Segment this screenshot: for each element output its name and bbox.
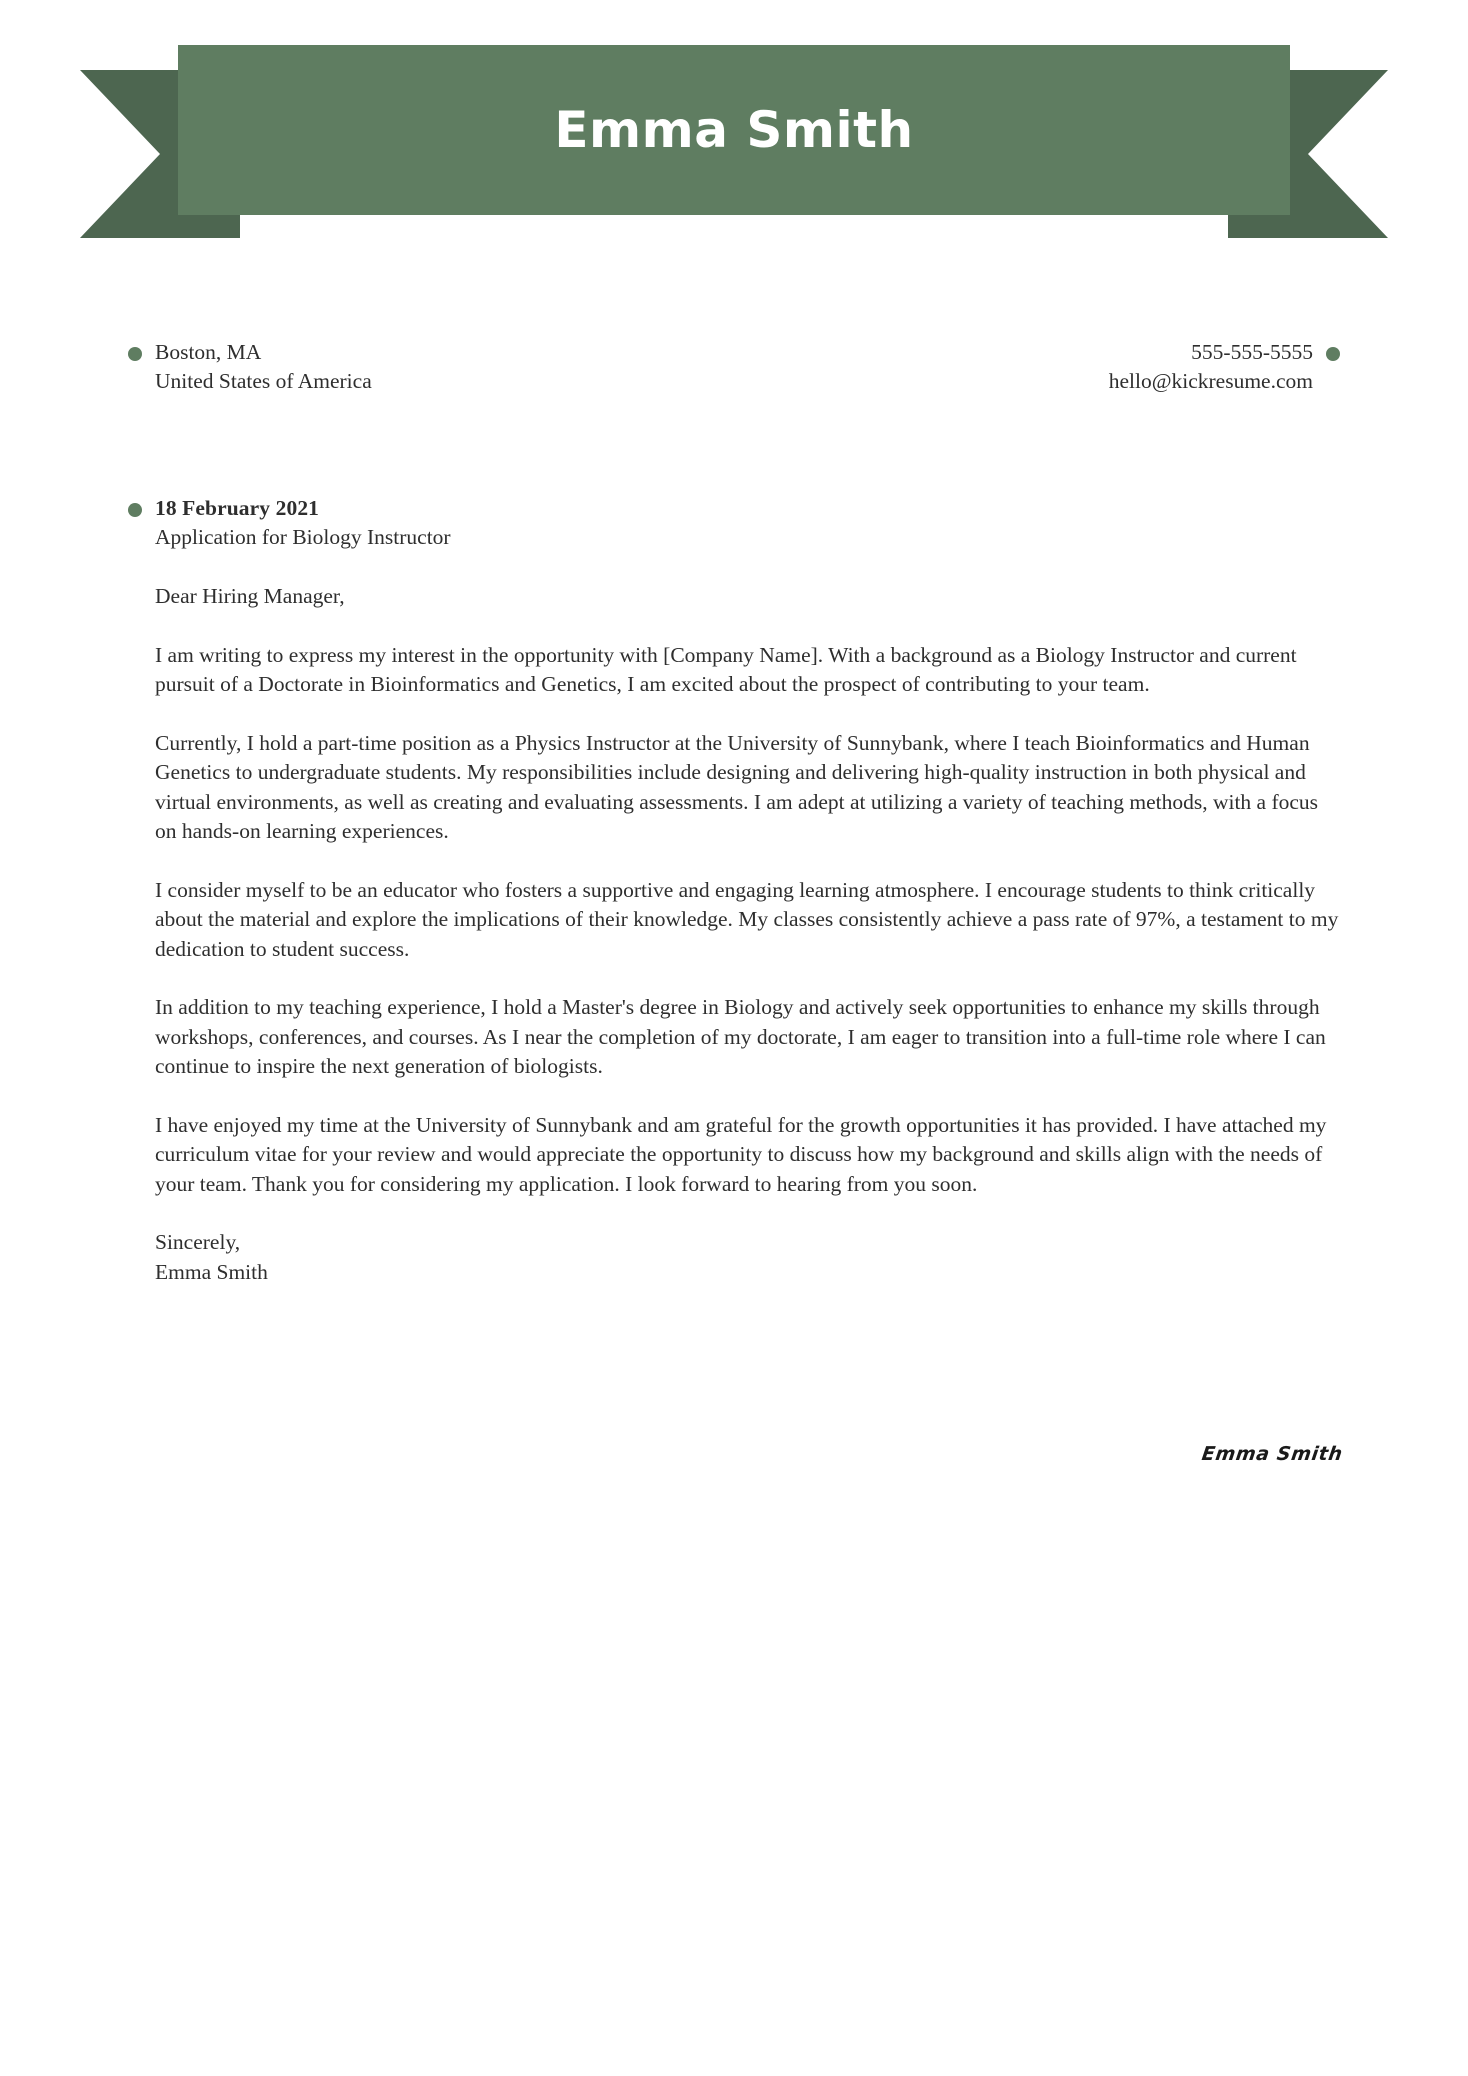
letter-paragraph: I consider myself to be an educator who fosters a supportive and engaging learning atmosphere. I encourage students to think critically about the material and explore the implications of their knowledge. My classes consistently achieve a pass rate of 97%, a testament to my dedication to student success.: [155, 877, 1339, 961]
bullet-dot-icon: [1326, 347, 1340, 361]
letter-paragraph: Currently, I hold a part-time position as a Physics Instructor at the University of Sunnybank, where I teach Bioinformatics and Human Genetics to undergraduate students. My responsibilities include designing and delivering high-quality instruction in both physical and virtual environments, as well as creating and evaluating assessments. I am adept at utilizing a variety of teaching methods, with a focus on hands-on learning experiences.: [155, 730, 1319, 843]
contact-location-block: [128, 338, 372, 396]
contact-row: [128, 338, 1340, 396]
letter-meta-block: [128, 494, 1343, 552]
bullet-dot-icon: [128, 347, 142, 361]
applicant-name: Emma Smith: [554, 101, 914, 159]
letter-date: 18 February 2021: [155, 496, 320, 520]
letter-closing: Sincerely,: [155, 1230, 241, 1254]
letter-paragraph: I have enjoyed my time at the University of Sunnybank and am grateful for the growth opportunities it has provided. I have attached my curriculum vitae for your review and would appreciate the opportunity to discuss how my background and skills align with the needs of your team. Thank you for considering my application. I look forward to hearing from you soon.: [155, 1112, 1327, 1196]
letter-closing-block: [155, 1228, 1343, 1287]
contact-phone[interactable]: 555-555-5555: [1191, 340, 1313, 364]
letter-meta-lines: [155, 494, 451, 552]
letter-closing-name: Emma Smith: [155, 1259, 268, 1284]
letter-body: [128, 494, 1343, 1287]
contact-country: United States of America: [155, 369, 372, 393]
contact-details-block: [1109, 338, 1340, 396]
letter-paragraph: In addition to my teaching experience, I hold a Master's degree in Biology and actively seek opportunities to enhance my skills through workshops, conferences, and courses. As I near the completion of my doctorate, I am eager to transition into a full-time role where I can continue to inspire the next generation of biologists.: [155, 995, 1326, 1078]
contact-city: Boston, MA: [155, 340, 262, 364]
contact-email[interactable]: hello@kickresume.com: [1108, 369, 1313, 393]
contact-details-lines: [1109, 338, 1313, 396]
letter-text: [155, 582, 1343, 1287]
contact-location-lines: [155, 338, 372, 396]
bullet-dot-icon: [128, 503, 142, 517]
letter-paragraph: I am writing to express my interest in the opportunity with [Company Name]. With a background as a Biology Instructor and current pursuit of a Doctorate in Bioinformatics and Genetics, I am excited about the prospect of contributing to your team.: [155, 642, 1297, 696]
handwritten-signature: Emma Smith: [1200, 1443, 1345, 1465]
ribbon-band: [178, 45, 1290, 215]
letter-salutation: Dear Hiring Manager,: [155, 584, 345, 608]
ribbon-header: [0, 0, 1468, 260]
letter-subject: Application for Biology Instructor: [155, 525, 451, 549]
